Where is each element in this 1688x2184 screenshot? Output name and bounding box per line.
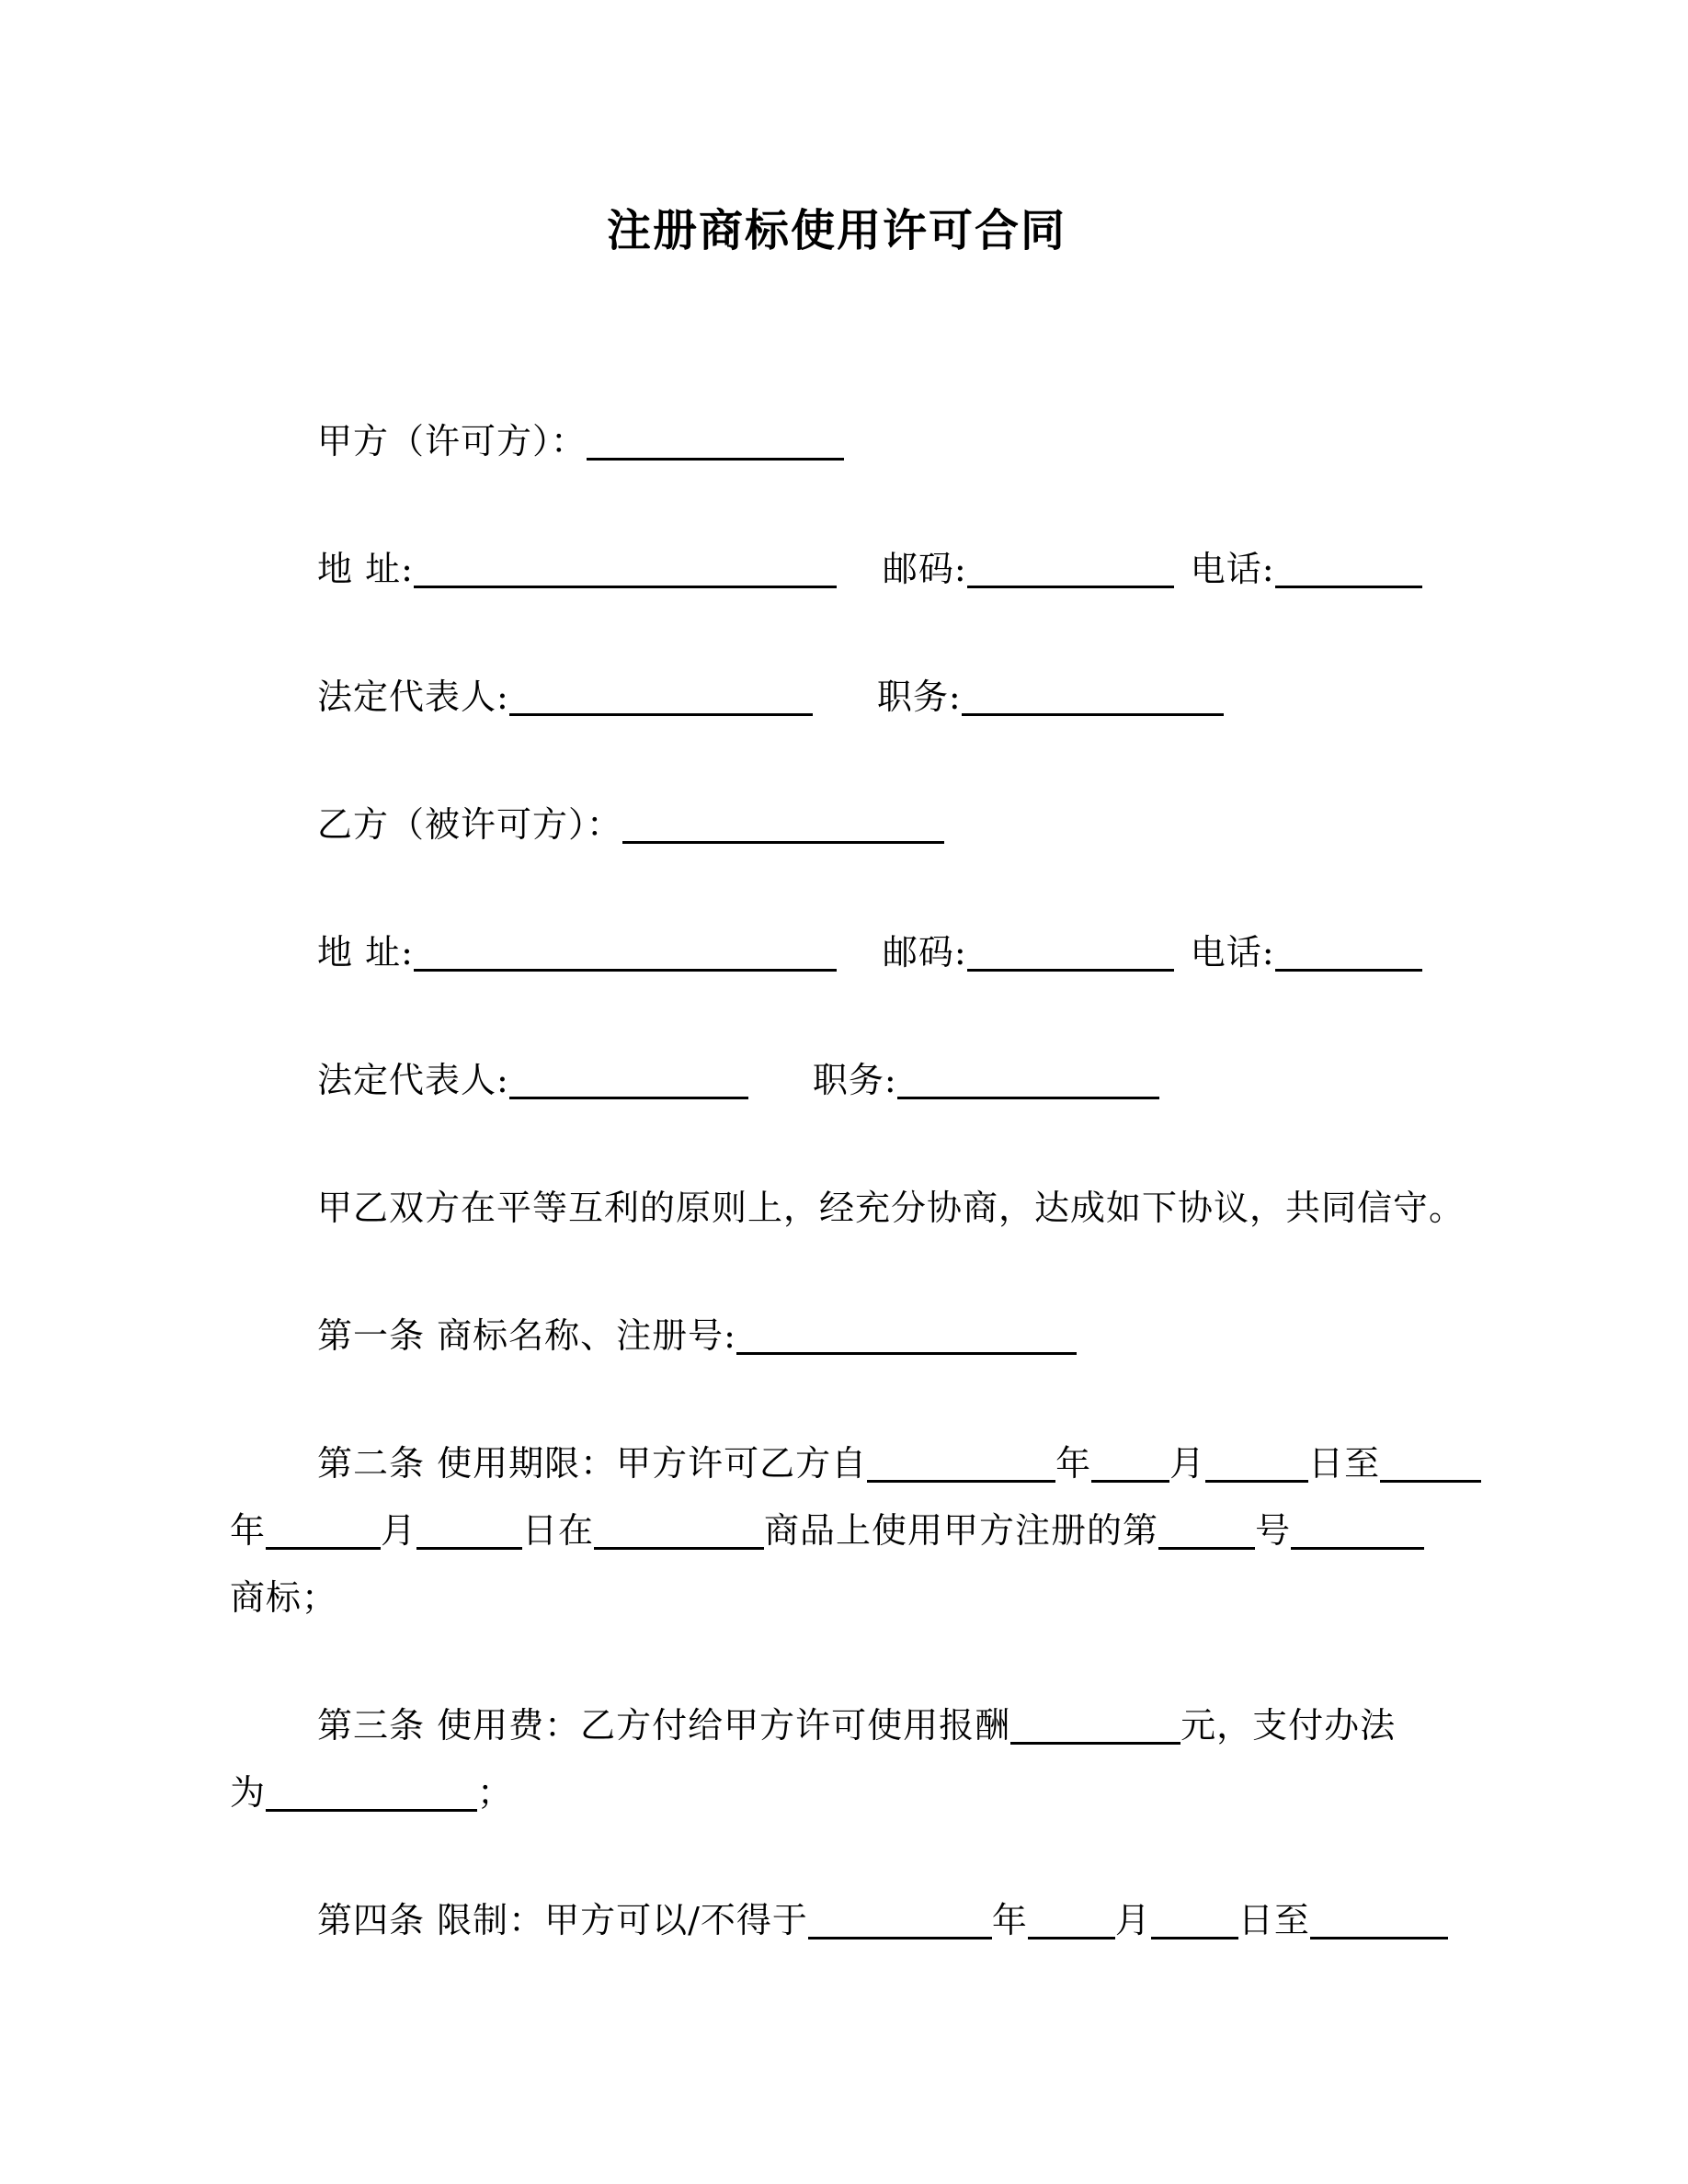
document-text-line xyxy=(230,1564,1443,1632)
fill-in-blank xyxy=(266,1516,381,1550)
text-segment: 第四条 限制：甲方可以/不得于 xyxy=(317,1900,808,1940)
text-segment: 电话: xyxy=(1190,549,1275,589)
text-segment: 法定代表人: xyxy=(317,677,509,717)
text-segment: 月 xyxy=(381,1510,417,1551)
text-segment: 月 xyxy=(1169,1443,1206,1484)
document-text-line xyxy=(230,1759,1443,1826)
document-text-line xyxy=(230,1430,1443,1497)
fill-in-blank xyxy=(1275,938,1422,972)
party-a-name-line xyxy=(230,408,1443,475)
fill-in-blank xyxy=(1310,1905,1448,1939)
fill-in-blank xyxy=(414,554,837,588)
fill-in-blank xyxy=(1275,554,1422,588)
text-segment: 法定代表人: xyxy=(317,1060,509,1100)
article-4-restrictions xyxy=(230,1887,1443,1954)
spacer xyxy=(837,580,883,581)
text-segment: 第一条 商标名称、注册号: xyxy=(317,1315,736,1356)
text-segment: 职务: xyxy=(876,677,962,717)
document-text-line xyxy=(230,408,1443,475)
text-segment: 第三条 使用费：乙方付给甲方许可使用报酬 xyxy=(317,1705,1011,1746)
fill-in-blank xyxy=(414,938,837,972)
text-segment: 年 xyxy=(991,1900,1028,1940)
text-segment: ； xyxy=(477,1772,514,1813)
document-title: 注册商标使用许可合同 xyxy=(606,205,1066,256)
text-segment: 甲乙双方在平等互利的原则上，经充分协商，达成如下协议，共同信守。 xyxy=(317,1188,1466,1228)
party-a-representative-line xyxy=(230,664,1443,731)
fill-in-blank xyxy=(1158,1516,1255,1550)
fill-in-blank xyxy=(967,938,1174,972)
spacer xyxy=(813,708,877,709)
document-text-line xyxy=(230,919,1443,986)
article-1-trademark-name xyxy=(230,1302,1443,1370)
article-2-license-period xyxy=(230,1430,1443,1632)
fill-in-blank xyxy=(897,1065,1159,1099)
fill-in-blank xyxy=(808,1905,992,1939)
text-segment: 邮码: xyxy=(882,549,967,589)
fill-in-blank xyxy=(594,1516,764,1550)
fill-in-blank xyxy=(962,682,1224,716)
fill-in-blank xyxy=(1380,1449,1481,1483)
fill-in-blank xyxy=(622,810,944,844)
preamble-paragraph xyxy=(230,1175,1466,1242)
text-segment: 邮码: xyxy=(882,932,967,973)
text-segment: 年 xyxy=(230,1510,267,1551)
text-segment: 日至 xyxy=(1308,1443,1381,1484)
text-segment: 为 xyxy=(230,1772,267,1813)
document-text-line xyxy=(230,536,1443,603)
document-body xyxy=(230,408,1466,1954)
fill-in-blank xyxy=(1028,1905,1115,1939)
document-text-line xyxy=(230,1175,1466,1242)
text-segment: 第二条 使用期限：甲方许可乙方自 xyxy=(317,1443,868,1484)
fill-in-blank xyxy=(587,427,844,461)
text-segment: 电话: xyxy=(1190,932,1275,973)
document-text-line xyxy=(230,664,1443,731)
party-a-address-line xyxy=(230,536,1443,603)
fill-in-blank xyxy=(1291,1516,1424,1550)
text-segment: 职务: xyxy=(812,1060,897,1100)
article-3-license-fee xyxy=(230,1692,1443,1826)
document-text-line xyxy=(230,791,1443,859)
text-segment: 元，支付办法 xyxy=(1180,1705,1397,1746)
text-segment: 月 xyxy=(1114,1900,1151,1940)
text-segment: 商品上使用甲方注册的第 xyxy=(764,1510,1159,1551)
fill-in-blank xyxy=(509,682,813,716)
text-segment: 号 xyxy=(1255,1510,1292,1551)
text-segment: 地 址: xyxy=(317,549,414,589)
document-text-line xyxy=(230,1887,1443,1954)
party-b-representative-line xyxy=(230,1047,1443,1114)
party-b-name-line xyxy=(230,791,1443,859)
text-segment: 年 xyxy=(1055,1443,1092,1484)
text-segment: 日在 xyxy=(522,1510,595,1551)
fill-in-blank xyxy=(266,1778,477,1812)
fill-in-blank xyxy=(967,554,1174,588)
fill-in-blank xyxy=(1205,1449,1308,1483)
document-text-line xyxy=(230,1497,1443,1564)
fill-in-blank xyxy=(509,1065,748,1099)
document-text-line xyxy=(230,1047,1443,1114)
spacer xyxy=(1174,580,1191,581)
text-segment: 甲方（许可方）： xyxy=(317,421,587,461)
text-segment: 地 址: xyxy=(317,932,414,973)
text-segment: 日至 xyxy=(1237,1900,1310,1940)
fill-in-blank xyxy=(416,1516,522,1550)
text-segment: 乙方（被许可方）： xyxy=(317,804,623,845)
fill-in-blank xyxy=(1151,1905,1238,1939)
fill-in-blank xyxy=(1091,1449,1169,1483)
spacer xyxy=(1174,963,1191,964)
text-segment: 商标； xyxy=(230,1577,338,1618)
fill-in-blank xyxy=(1010,1711,1180,1745)
document-text-line xyxy=(230,1302,1443,1370)
spacer xyxy=(837,963,883,964)
fill-in-blank xyxy=(736,1321,1077,1355)
party-b-address-line xyxy=(230,919,1443,986)
spacer xyxy=(748,1091,813,1092)
document-text-line xyxy=(230,1692,1443,1759)
fill-in-blank xyxy=(867,1449,1055,1483)
